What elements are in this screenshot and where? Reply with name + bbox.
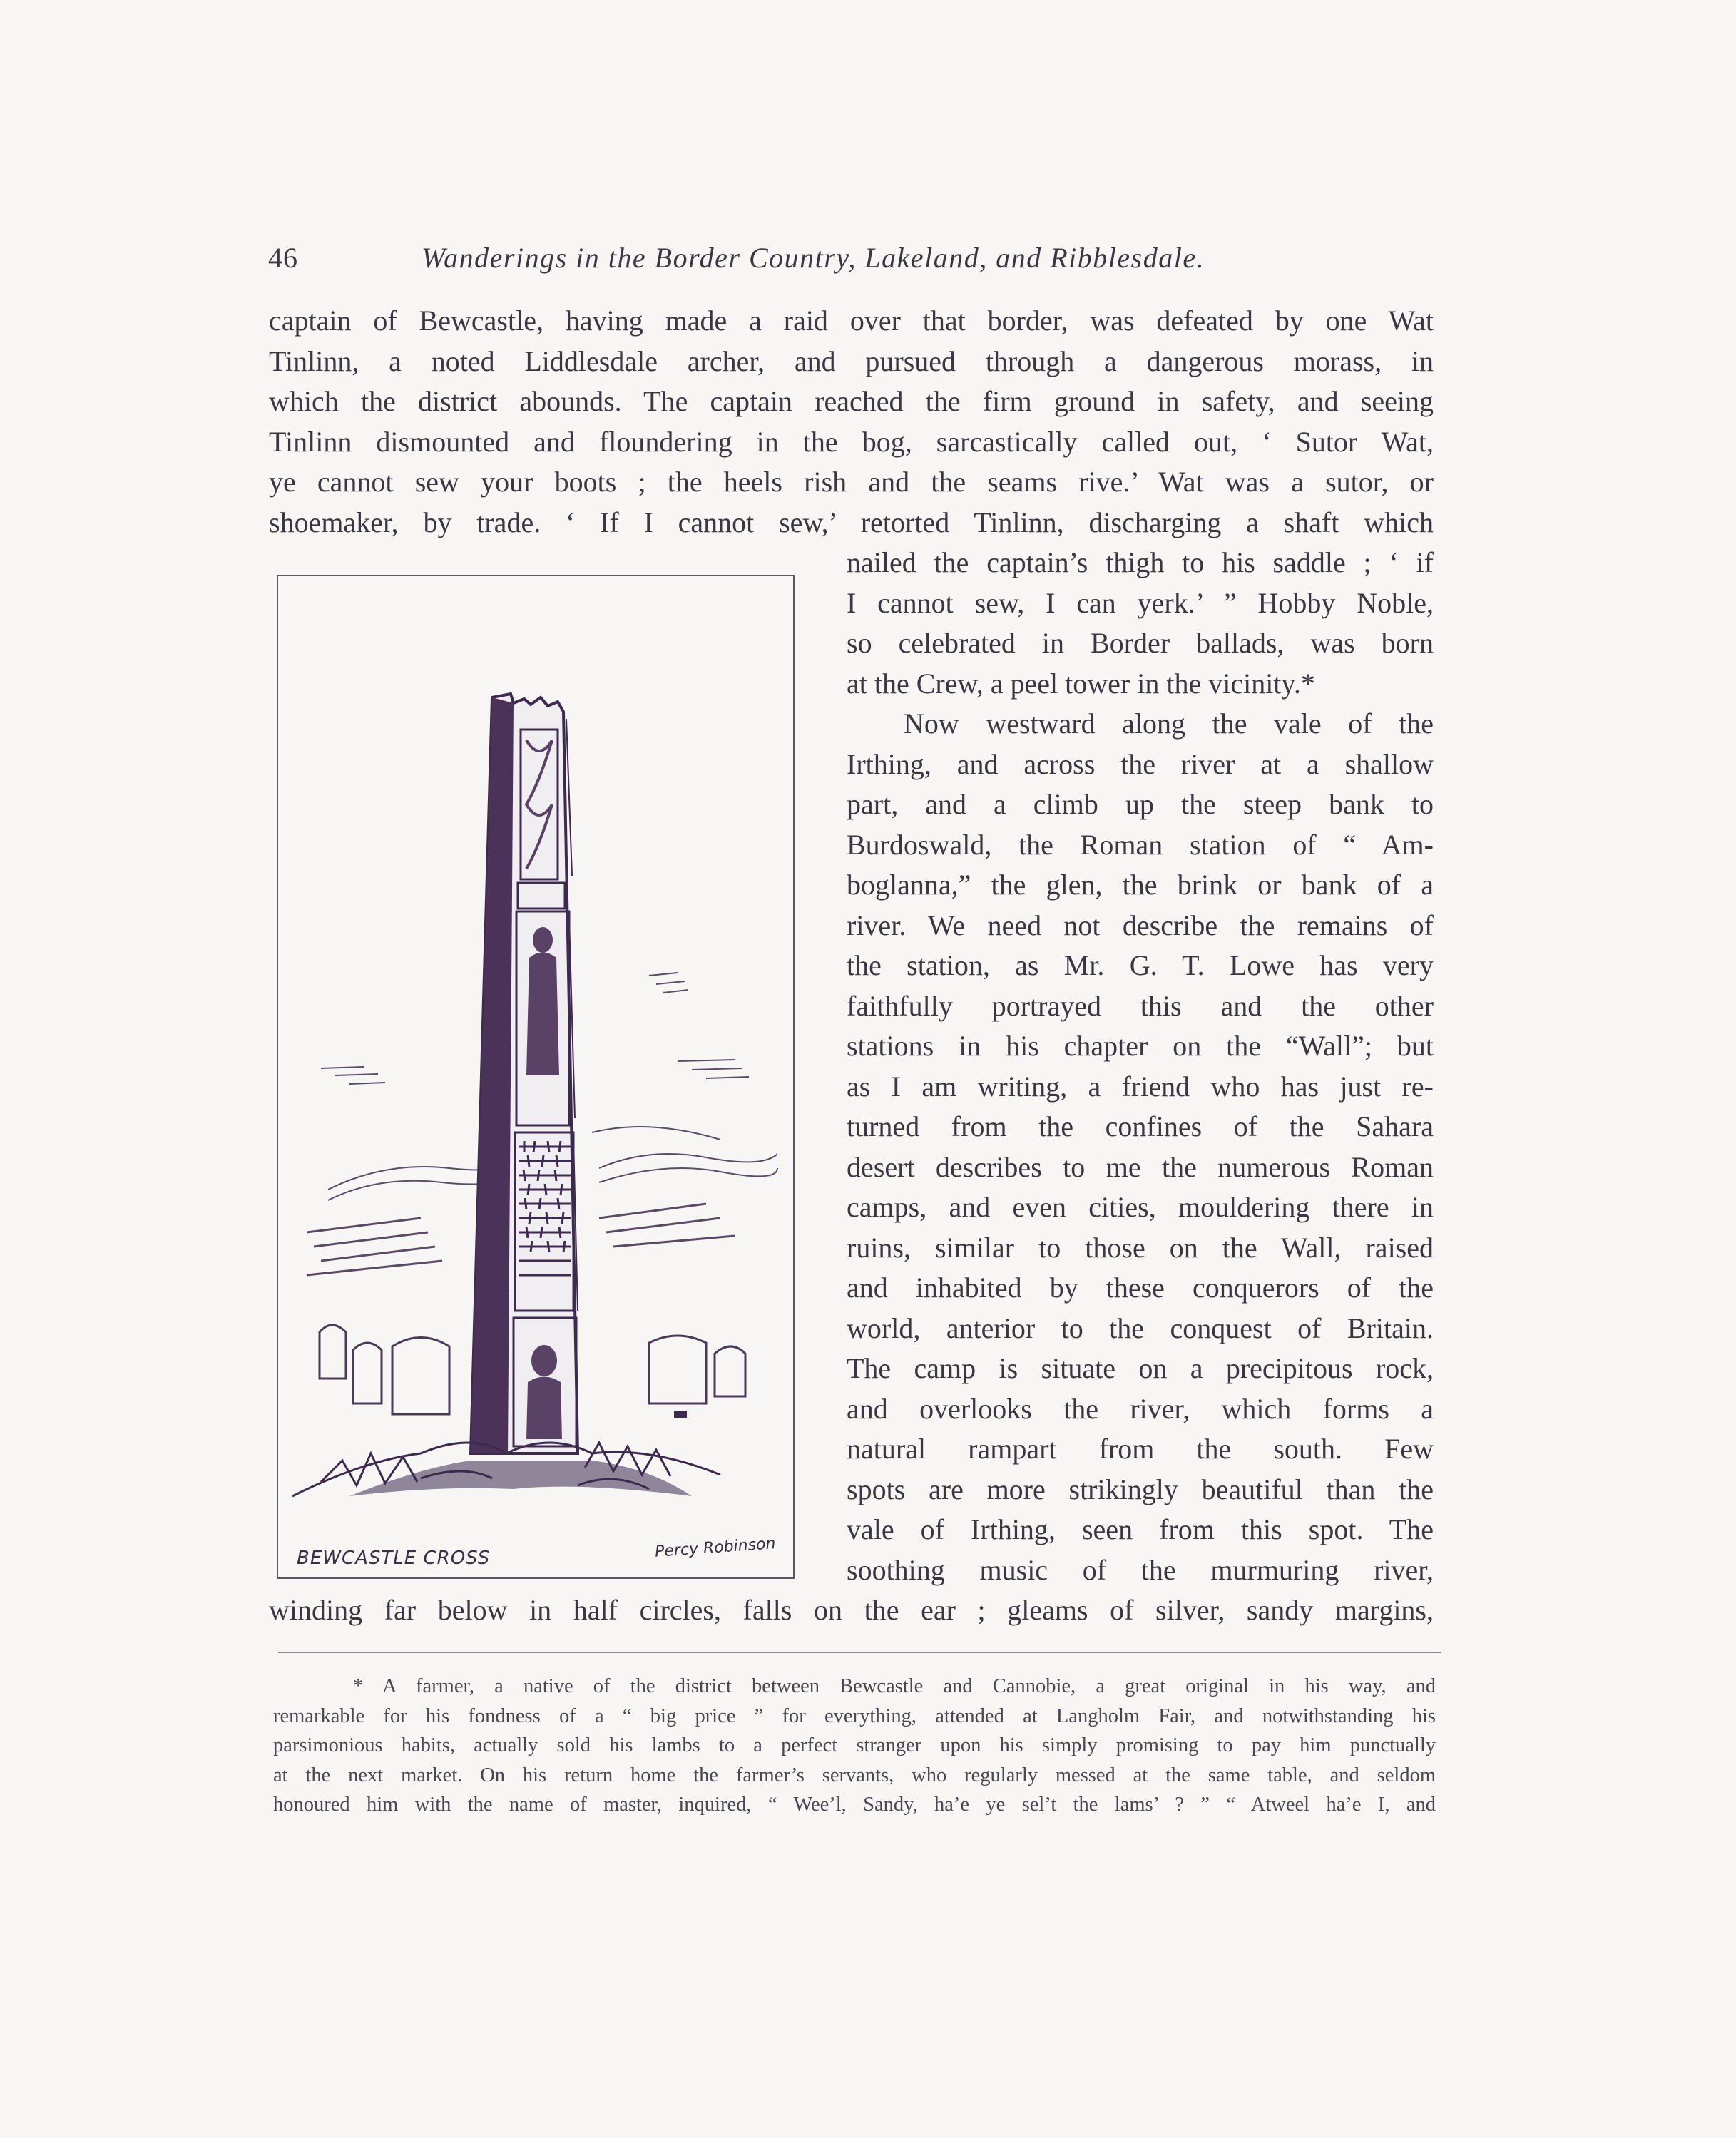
body-line: stations in his chapter on the “Wall”; but (847, 1030, 1434, 1062)
body-line: river. We need not describe the remains of (847, 909, 1434, 941)
body-line: The camp is situate on a precipitous rock, (847, 1352, 1434, 1384)
cross-shaft (471, 694, 578, 1453)
body-line: part, and a climb up the steep bank to (847, 788, 1434, 820)
artist-signature: Percy Robinson (654, 1535, 777, 1561)
body-line: Now westward along the vale of the (904, 707, 1434, 740)
body-line: spots are more strikingly beautiful than the (847, 1473, 1434, 1505)
body-line: and overlooks the river, which forms a (847, 1392, 1434, 1425)
body-line: natural rampart from the south. Few (847, 1433, 1434, 1465)
footnote-divider (278, 1652, 1441, 1653)
body-line: boglanna,” the glen, the brink or bank of a (847, 869, 1434, 901)
bewcastle-cross-illustration (277, 575, 795, 1579)
cross-drawing (278, 576, 793, 1577)
body-line: vale of Irthing, seen from this spot. The (847, 1513, 1434, 1545)
body-line: desert describes to me the numerous Roman (847, 1150, 1434, 1183)
body-line: Burdoswald, the Roman station of “ Am- (847, 828, 1434, 861)
footnote-line: parsimonious habits, actually sold his lambs to a perfect stranger upon his simply promising to pay him punctually (273, 1734, 1436, 1756)
body-line: Irthing, and across the river at a shallow (847, 747, 1434, 780)
footnote-line: honoured him with the name of master, inquired, “ Wee’l, Sandy, ha’e ye sel’t the lams’ ? ” “ Atweel ha’e I, and (273, 1794, 1436, 1816)
body-line: faithfully portrayed this and the other (847, 989, 1434, 1022)
running-title: Wanderings in the Border Country, Lakeland, and Ribblesdale. (422, 242, 1205, 274)
page-header (268, 241, 1438, 284)
body-line: winding far below in half circles, falls on the ear ; gleams of silver, sandy margins, (269, 1594, 1434, 1626)
footnote-line: at the next market. On his return home the farmer’s servants, who regularly messed at the same table, and seldom (273, 1764, 1436, 1786)
body-line: Tinlinn dismounted and floundering in the bog, sarcastically called out, ‘ Sutor Wat, (269, 425, 1434, 458)
body-line: turned from the confines of the Sahara (847, 1110, 1434, 1142)
body-line: at the Crew, a peel tower in the vicinity.* (847, 667, 1315, 700)
footnote-line: * A farmer, a native of the district between Bewcastle and Cannobie, a great original in his way, and (353, 1675, 1436, 1697)
figure-caption-left: BEWCASTLE CROSS (297, 1548, 491, 1569)
body-line: I cannot sew, I can yerk.’ ” Hobby Noble, (847, 586, 1434, 619)
body-line: ye cannot sew your boots ; the heels rish and the seams rive.’ Wat was a sutor, or (269, 466, 1434, 498)
body-line: shoemaker, by trade. ‘ If I cannot sew,’ retorted Tinlinn, discharging a shaft which (269, 506, 1434, 538)
body-line: world, anterior to the conquest of Britain. (847, 1311, 1434, 1344)
body-line: nailed the captain’s thigh to his saddle ; ‘ if (847, 546, 1434, 578)
body-line: captain of Bewcastle, having made a raid over that border, was defeated by one Wat (269, 305, 1434, 337)
page-number: 46 (268, 242, 298, 274)
footnote-line: remarkable for his fondness of a “ big price ” for everything, attended at Langholm Fair, and notwithstanding his (273, 1704, 1436, 1727)
body-line: as I am writing, a friend who has just re- (847, 1070, 1434, 1103)
body-line: and inhabited by these conquerors of the (847, 1272, 1434, 1304)
body-line: so celebrated in Border ballads, was born (847, 627, 1434, 659)
body-line: which the district abounds. The captain reached the firm ground in safety, and seeing (269, 385, 1434, 417)
body-line: ruins, similar to those on the Wall, raised (847, 1231, 1434, 1264)
footnote (273, 1672, 1436, 1820)
body-line: Tinlinn, a noted Liddlesdale archer, and pursued through a dangerous morass, in (269, 344, 1434, 377)
body-line: soothing music of the murmuring river, (847, 1553, 1434, 1586)
body-line: camps, and even cities, mouldering there in (847, 1191, 1434, 1223)
body-line: the station, as Mr. G. T. Lowe has very (847, 949, 1434, 981)
